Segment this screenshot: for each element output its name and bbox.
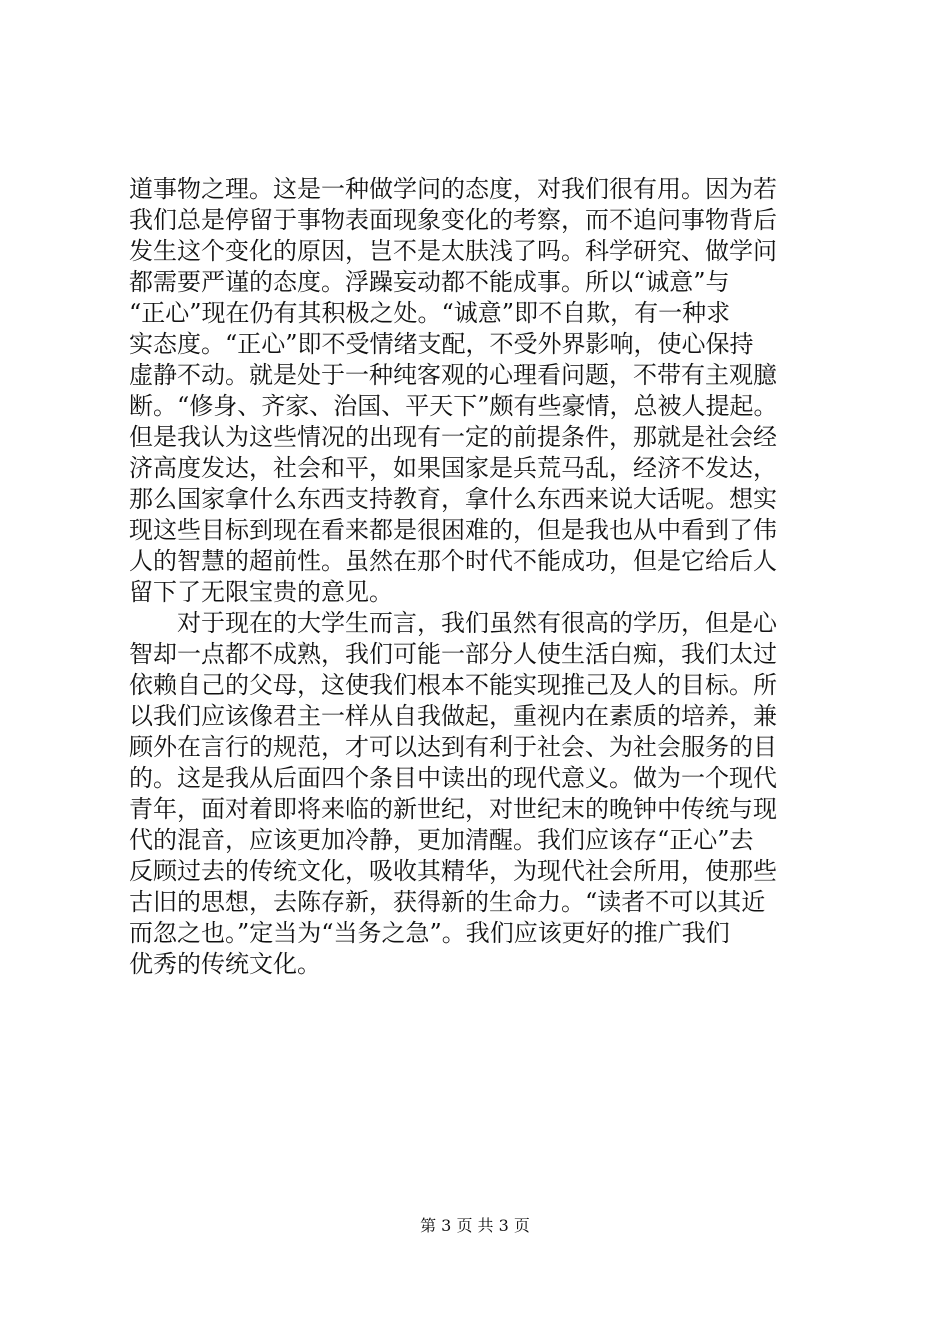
text-line: 代的混音，应该更加冷静，更加清醒。我们应该存“正心”去 <box>129 826 754 854</box>
text-line: 那么国家拿什么东西支持教育，拿什么东西来说大话呢。想实 <box>129 485 777 513</box>
text-line: 古旧的思想，去陈存新，获得新的生命力。“读者不可以其近 <box>129 888 766 916</box>
text-line: “正心”现在仍有其积极之处。“诚意”即不自欺，有一种求 <box>129 299 731 327</box>
text-line: 对于现在的大学生而言，我们虽然有很高的学历，但是心 <box>129 609 777 637</box>
text-line: 济高度发达，社会和平，如果国家是兵荒马乱，经济不发达， <box>129 454 777 482</box>
text-line: 发生这个变化的原因，岂不是太肤浅了吗。科学研究、做学问 <box>129 237 777 265</box>
text-line: 道事物之理。这是一种做学问的态度，对我们很有用。因为若 <box>129 175 777 203</box>
text-line: 智却一点都不成熟，我们可能一部分人使生活白痴，我们太过 <box>129 640 777 668</box>
text-line: 现这些目标到现在看来都是很困难的，但是我也从中看到了伟 <box>129 516 777 544</box>
text-line: 而忽之也。”定当为“当务之急”。我们应该更好的推广我们 <box>129 919 730 947</box>
text-line: 虚静不动。就是处于一种纯客观的心理看问题，不带有主观臆 <box>129 361 777 389</box>
text-line: 留下了无限宝贵的意见。 <box>129 578 393 606</box>
text-line: 顾外在言行的规范，才可以达到有利于社会、为社会服务的目 <box>129 733 777 761</box>
text-line: 优秀的传统文化。 <box>129 950 321 978</box>
text-line: 反顾过去的传统文化，吸收其精华，为现代社会所用，使那些 <box>129 857 777 885</box>
text-line: 依赖自己的父母，这使我们根本不能实现推己及人的目标。所 <box>129 671 777 699</box>
text-line: 我们总是停留于事物表面现象变化的考察，而不追问事物背后 <box>129 206 777 234</box>
text-line: 的。这是我从后面四个条目中读出的现代意义。做为一个现代 <box>129 764 777 792</box>
text-line: 都需要严谨的态度。浮躁妄动都不能成事。所以“诚意”与 <box>129 268 730 296</box>
body-text <box>129 174 829 980</box>
text-line: 断。“修身、齐家、治国、平天下”颇有些豪情，总被人提起。 <box>129 392 778 420</box>
text-line: 青年，面对着即将来临的新世纪，对世纪末的晚钟中传统与现 <box>129 795 777 823</box>
text-line: 实态度。“正心”即不受情绪支配，不受外界影响，使心保持 <box>129 330 754 358</box>
page-number-footer: 第 3 页 共 3 页 <box>420 1216 530 1235</box>
text-line: 以我们应该像君主一样从自我做起，重视内在素质的培养，兼 <box>129 702 777 730</box>
text-line: 但是我认为这些情况的出现有一定的前提条件，那就是社会经 <box>129 423 777 451</box>
text-line: 人的智慧的超前性。虽然在那个时代不能成功，但是它给后人 <box>129 547 777 575</box>
